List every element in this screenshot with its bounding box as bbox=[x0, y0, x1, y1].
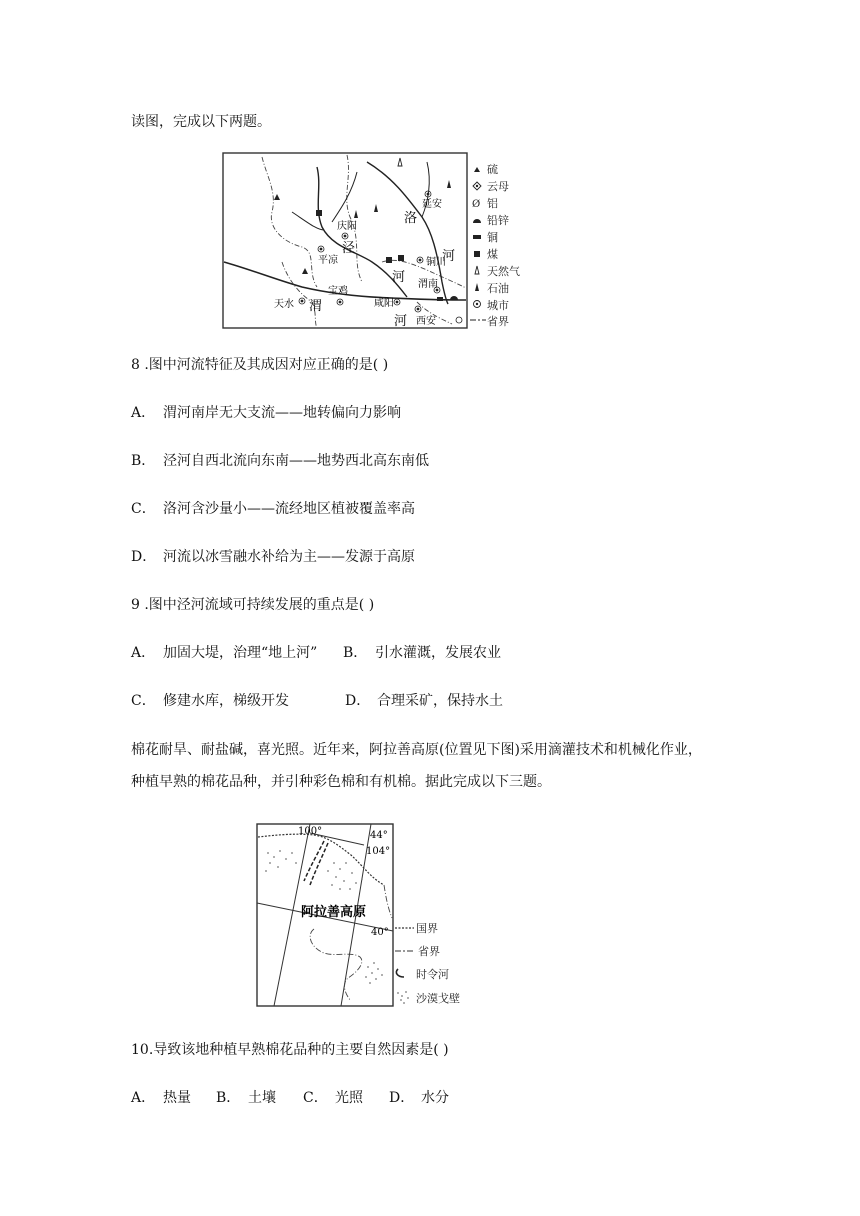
q9-option-b: B． 引水灌溉，发展农业 bbox=[343, 645, 501, 661]
svg-text:云母: 云母 bbox=[487, 180, 509, 193]
q9-option-c: C． 修建水库，梯级开发 bbox=[131, 693, 289, 709]
city-label: 庆阳 bbox=[337, 221, 357, 232]
natural-gas-icon bbox=[475, 266, 479, 274]
q8-option-a: A． 渭河南岸无大支流——地转偏向力影响 bbox=[131, 405, 401, 421]
loess-plateau-map bbox=[222, 152, 532, 332]
q8-option-d: D． 河流以冰雪融水补给为主——发源于高原 bbox=[131, 549, 415, 565]
oil-icon bbox=[475, 283, 479, 291]
river-label: 洛 bbox=[404, 211, 418, 226]
svg-text:铅锌: 铅锌 bbox=[487, 214, 509, 227]
coal-icon bbox=[386, 257, 392, 263]
svg-text:国界: 国界 bbox=[416, 922, 438, 935]
city-label: 天水 bbox=[274, 299, 294, 310]
city-label: 宝鸡 bbox=[328, 286, 348, 297]
q10-option-c: C． 光照 bbox=[303, 1090, 363, 1106]
aluminum-icon: Ø bbox=[472, 199, 481, 210]
lead-zinc-icon bbox=[473, 219, 481, 223]
copper-icon bbox=[473, 235, 481, 239]
svg-text:时令河: 时令河 bbox=[416, 968, 449, 981]
copper-icon bbox=[437, 297, 443, 301]
seasonal-river-icon bbox=[396, 969, 404, 977]
q10-option-d: D． 水分 bbox=[389, 1090, 449, 1106]
river-label: 河 bbox=[394, 314, 408, 329]
map2-legend bbox=[395, 922, 460, 1005]
alxa-plateau-map bbox=[256, 823, 470, 1009]
svg-text:石油: 石油 bbox=[487, 282, 509, 295]
svg-text:天然气: 天然气 bbox=[487, 265, 520, 278]
city-label: 咸阳 bbox=[374, 298, 394, 309]
svg-text:铝: 铝 bbox=[487, 197, 498, 210]
svg-text:煤: 煤 bbox=[487, 248, 498, 261]
sulfur-icon bbox=[474, 167, 480, 172]
svg-text:沙漠戈壁: 沙漠戈壁 bbox=[416, 992, 460, 1005]
desert-gobi-icon bbox=[397, 991, 409, 1004]
map1-legend bbox=[470, 162, 520, 328]
q9-option-a: A． 加固大堤，治理“地上河” bbox=[131, 645, 318, 661]
lon-label-100: 100° bbox=[298, 826, 323, 837]
svg-text:铜: 铜 bbox=[487, 231, 498, 244]
q10-stem: 10.导致该地种植早熟棉花品种的主要自然因素是( ) bbox=[131, 1042, 449, 1058]
river-label: 河 bbox=[392, 270, 406, 285]
q8-option-c: C． 洛河含沙量小——流经地区植被覆盖率高 bbox=[131, 501, 415, 517]
city-label: 渭南 bbox=[418, 279, 438, 290]
intro-text-2-line1: 棉花耐旱、耐盐碱，喜光照。近年来，阿拉善高原(位置见下图)采用滴灌技术和机械化作业， bbox=[131, 742, 702, 758]
svg-text:省界: 省界 bbox=[487, 315, 509, 328]
q10-option-b: B． 土壤 bbox=[216, 1090, 276, 1106]
lat-label-44: 44° bbox=[370, 830, 388, 841]
svg-text:城市: 城市 bbox=[487, 299, 509, 312]
river-label: 渭 bbox=[309, 299, 323, 314]
intro-text-1: 读图，完成以下两题。 bbox=[131, 114, 271, 130]
lat-label-40: 40° bbox=[371, 927, 389, 938]
coal-icon bbox=[398, 255, 404, 261]
svg-text:硫: 硫 bbox=[487, 163, 498, 176]
river-label: 泾 bbox=[342, 241, 356, 256]
q10-option-a: A． 热量 bbox=[131, 1090, 191, 1106]
coal-icon bbox=[474, 251, 480, 257]
q9-stem: 9 .图中泾河流域可持续发展的重点是( ) bbox=[131, 597, 375, 613]
q9-option-d: D． 合理采矿，保持水土 bbox=[345, 693, 503, 709]
intro-text-2-line2: 种植早熟的棉花品种，并引种彩色棉和有机棉。据此完成以下三题。 bbox=[131, 774, 551, 790]
q8-stem: 8 .图中河流特征及其成因对应正确的是( ) bbox=[131, 357, 389, 373]
region-label: 阿拉善高原 bbox=[301, 905, 367, 920]
lon-label-104: 104° bbox=[366, 846, 391, 857]
q8-option-b: B． 泾河自西北流向东南——地势西北高东南低 bbox=[131, 453, 429, 469]
coal-icon bbox=[316, 210, 322, 216]
city-label: 延安 bbox=[422, 199, 442, 210]
river-label: 河 bbox=[442, 249, 456, 264]
city-label: 铜川 bbox=[426, 257, 446, 268]
city-label: 平凉 bbox=[318, 255, 338, 266]
svg-text:省界: 省界 bbox=[418, 945, 440, 958]
city-label: 西安 bbox=[416, 316, 436, 327]
